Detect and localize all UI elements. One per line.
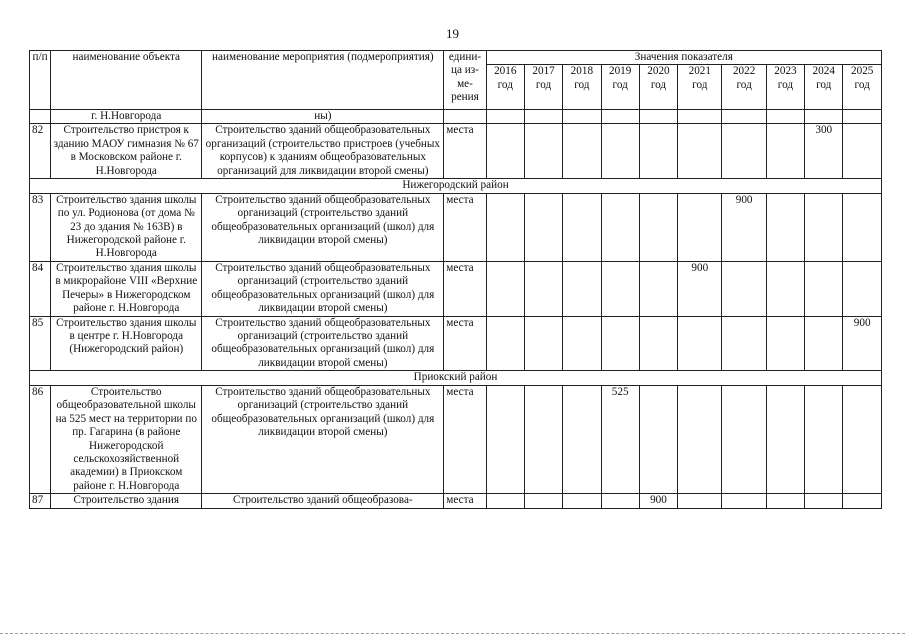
year-value: 300 <box>805 124 843 179</box>
year-value: 900 <box>722 193 766 261</box>
year-value <box>722 124 766 179</box>
measure-name: Строительство зданий общеобразовательных организаций (строительство зданий общеобразовательных организаций (школ) для ликвидации второй смены) <box>202 261 444 316</box>
header-year: 2022 год <box>722 65 766 110</box>
year-value <box>678 124 722 179</box>
page-number: 19 <box>446 26 459 41</box>
table-body <box>30 110 882 509</box>
measure-name: Строительство зданий общеобразовательных организаций (строительство зданий общеобразовательных организаций (школ) для ликвидации второй смены) <box>202 316 444 371</box>
year-value <box>766 385 804 494</box>
header-year: 2024 год <box>805 65 843 110</box>
year-value: 900 <box>639 494 677 508</box>
table-row <box>30 385 882 494</box>
row-number: 86 <box>30 385 51 494</box>
measure-name: Строительство зданий общеобразовательных организаций (строительство пристроев (учебных корпусов) к зданиям общеобразовательных организаций для ликвидации второй смены) <box>202 124 444 179</box>
year-value <box>486 261 524 316</box>
year-value <box>766 494 804 508</box>
unit: места <box>444 193 486 261</box>
year-value <box>601 494 639 508</box>
header-year: 2016 год <box>486 65 524 110</box>
header-year: 2018 год <box>563 65 601 110</box>
year-value <box>486 385 524 494</box>
year-value <box>524 385 562 494</box>
year-value <box>766 261 804 316</box>
measure-name: Строительство зданий общеобразовательных организаций (строительство зданий общеобразовательных организаций (школ) для ликвидации второй смены) <box>202 193 444 261</box>
object-name: Строительство здания школы в центре г. Н.Новгорода (Нижегородский район) <box>51 316 202 371</box>
year-value <box>601 193 639 261</box>
row-number: 84 <box>30 261 51 316</box>
year-value <box>639 193 677 261</box>
year-value: 900 <box>678 261 722 316</box>
year-value <box>766 316 804 371</box>
unit: места <box>444 261 486 316</box>
year-value <box>805 494 843 508</box>
year-value <box>805 316 843 371</box>
year-value <box>722 261 766 316</box>
page-bottom-rule <box>0 633 905 635</box>
year-value <box>639 124 677 179</box>
year-value <box>563 261 601 316</box>
year-value <box>563 385 601 494</box>
year-value <box>678 494 722 508</box>
table-header <box>30 51 882 110</box>
header-unit: едини-ца из-ме-рения <box>444 51 486 110</box>
year-value <box>843 385 882 494</box>
table-row <box>30 494 882 508</box>
year-value <box>486 494 524 508</box>
year-value: 525 <box>601 385 639 494</box>
table-row <box>30 261 882 316</box>
row-number: 82 <box>30 124 51 179</box>
measure-name: Строительство зданий общеобразовательных организаций (строительство зданий общеобразовательных организаций (школ) для ликвидации второй смены) <box>202 385 444 494</box>
object-name: Строительство здания школы по ул. Родионова (от дома № 23 до здания № 163В) в Нижегородской районе г. Н.Новгорода <box>51 193 202 261</box>
year-value: 900 <box>843 316 882 371</box>
header-year: 2023 год <box>766 65 804 110</box>
year-value <box>722 385 766 494</box>
year-value <box>805 193 843 261</box>
year-value <box>601 316 639 371</box>
year-value <box>678 193 722 261</box>
object-name: Строительство здания школы в микрорайоне VIII «Верхние Печеры» в Нижегородском районе г. Н.Новгорода <box>51 261 202 316</box>
measure-name: Строительство зданий общеобразова- <box>202 494 444 508</box>
year-value <box>601 124 639 179</box>
year-value <box>722 316 766 371</box>
row-number: 83 <box>30 193 51 261</box>
section-title: Нижегородский район <box>30 179 882 193</box>
header-num: п/п <box>30 51 51 110</box>
year-value <box>486 193 524 261</box>
year-value <box>843 193 882 261</box>
year-value <box>486 316 524 371</box>
year-value <box>766 124 804 179</box>
year-value <box>563 494 601 508</box>
unit: места <box>444 494 486 508</box>
year-value <box>766 193 804 261</box>
year-value <box>678 385 722 494</box>
year-value <box>805 261 843 316</box>
indicator-table <box>29 50 882 509</box>
unit: места <box>444 316 486 371</box>
year-value <box>524 124 562 179</box>
header-year: 2020 год <box>639 65 677 110</box>
header-year: 2021 год <box>678 65 722 110</box>
section-title: Приокский район <box>30 371 882 385</box>
year-value <box>563 316 601 371</box>
year-value <box>843 124 882 179</box>
year-value <box>486 124 524 179</box>
row-number: 87 <box>30 494 51 508</box>
table-row <box>30 124 882 179</box>
year-value <box>524 193 562 261</box>
year-value <box>639 316 677 371</box>
table-row <box>30 316 882 371</box>
year-value <box>601 261 639 316</box>
continuation-measure: ны) <box>202 110 444 124</box>
row-number: 85 <box>30 316 51 371</box>
year-value <box>524 316 562 371</box>
year-value <box>722 494 766 508</box>
year-value <box>524 494 562 508</box>
object-name: Строительство здания <box>51 494 202 508</box>
year-value <box>805 385 843 494</box>
year-value <box>843 261 882 316</box>
header-object: наименование объекта <box>51 51 202 110</box>
year-value <box>524 261 562 316</box>
section-row <box>30 371 882 385</box>
header-measure: наименование мероприятия (подмероприятия) <box>202 51 444 110</box>
header-year: 2025 год <box>843 65 882 110</box>
continuation-object: г. Н.Новгорода <box>51 110 202 124</box>
year-value <box>843 494 882 508</box>
year-value <box>563 193 601 261</box>
header-year: 2019 год <box>601 65 639 110</box>
continuation-row <box>30 110 882 124</box>
section-row <box>30 179 882 193</box>
year-value <box>639 385 677 494</box>
header-values: Значения показателя <box>486 51 881 65</box>
year-value <box>678 316 722 371</box>
table-row <box>30 193 882 261</box>
object-name: Строительство пристроя к зданию МАОУ гимназия № 67 в Московском районе г. Н.Новгорода <box>51 124 202 179</box>
header-year: 2017 год <box>524 65 562 110</box>
year-value <box>563 124 601 179</box>
unit: места <box>444 124 486 179</box>
object-name: Строительство общеобразовательной школы на 525 мест на территории по пр. Гагарина (в районе Нижегородской сельскохозяйственной академии) в Приокском районе г. Н.Новгорода <box>51 385 202 494</box>
unit: места <box>444 385 486 494</box>
year-value <box>639 261 677 316</box>
